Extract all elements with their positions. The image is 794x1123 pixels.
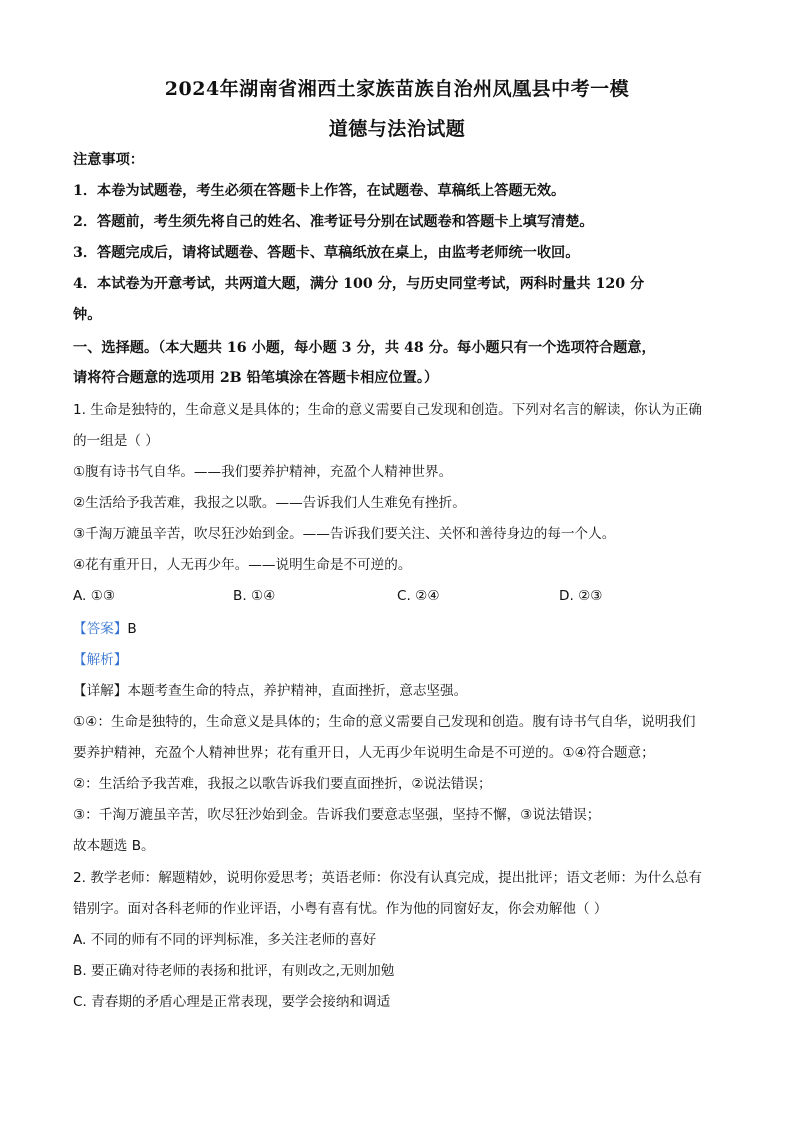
explanation: 要养护精神，充盈个人精神世界；花有重开日，人无再少年说明生命是不可逆的。①④符合题意；: [73, 745, 655, 761]
analysis-line: [73, 650, 723, 670]
question-stem: 的一组是（ ）: [73, 433, 159, 449]
option-b: B. ①④: [233, 588, 276, 604]
statement: ④花有重开日，人无再少年。——说明生命是不可逆的。: [73, 557, 412, 573]
exam-title: 2024年湖南省湘西土家族苗族自治州凤凰县中考一模: [164, 78, 630, 100]
option-d: D. ②③: [559, 588, 603, 604]
notice-item: 1．本卷为试题卷，考生必须在答题卡上作答，在试题卷、草稿纸上答题无效。: [73, 183, 566, 199]
option-b: B. 要正确对待老师的表扬和批评，有则改之,无则加勉: [73, 963, 395, 979]
notice-item: 钟。: [73, 307, 102, 323]
explanation: ③：千淘万漉虽辛苦，吹尽狂沙始到金。告诉我们要意志坚强，坚持不懈，③说法错误；: [73, 807, 601, 823]
option-c: C. ②④: [397, 588, 440, 604]
answer-value: B: [127, 621, 137, 637]
detail-line: [73, 681, 723, 701]
analysis-tag: 【解析】: [73, 652, 128, 668]
statement: ②生活给予我苦难，我报之以歌。——告诉我们人生难免有挫折。: [73, 495, 466, 511]
question-stem: 错别字。面对各科老师的作业评语，小粤有喜有忧。作为他的同窗好友，你会劝解他（ ）: [73, 901, 608, 917]
notice-item: 4．本试卷为开意考试，共两道大题，满分 100 分，与历史同堂考试，两科时量共 120 分: [73, 276, 645, 292]
statement: ③千淘万漉虽辛苦，吹尽狂沙始到金。——告诉我们要关注、关怀和善待身边的每一个人。: [73, 526, 616, 542]
explanation: 故本题选 B。: [73, 838, 155, 854]
answer-line: [73, 619, 723, 639]
section-heading: 一、选择题。（本大题共 16 小题，每小题 3 分，共 48 分。每小题只有一个选项符合题意，: [73, 340, 656, 356]
option-a: A. ①③: [73, 588, 116, 604]
exam-subtitle: 道德与法治试题: [328, 118, 466, 140]
question-stem: 2. 教学老师：解题精妙，说明你爱思考；英语老师：你没有认真完成，提出批评；语文老师：为什么总有: [73, 870, 703, 886]
option-a: A. 不同的师有不同的评判标准，多关注老师的喜好: [73, 932, 377, 948]
option-c: C. 青春期的矛盾心理是正常表现，要学会接纳和调适: [73, 994, 391, 1010]
detail-text: 本题考查生命的特点，养护精神，直面挫折，意志坚强。: [127, 683, 468, 699]
answer-tag: 【答案】: [73, 621, 128, 637]
explanation: ①④：生命是独特的，生命意义是具体的；生命的意义需要自己发现和创造。腹有诗书气自华，说明我们: [73, 714, 696, 730]
detail-tag: 【详解】: [73, 683, 128, 699]
notice-heading: 注意事项：: [73, 152, 144, 168]
explanation: ②：生活给予我苦难，我报之以歌告诉我们要直面挫折，②说法错误；: [73, 776, 492, 792]
statement: ①腹有诗书气自华。——我们要养护精神，充盈个人精神世界。: [73, 464, 453, 480]
question-stem: 1. 生命是独特的，生命意义是具体的；生命的意义需要自己发现和创造。下列对名言的解读，你认为正确: [73, 402, 703, 418]
notice-item: 2．答题前，考生须先将自己的姓名、准考证号分别在试题卷和答题卡上填写清楚。: [73, 214, 594, 230]
section-instruction: 请将符合题意的选项用 2B 铅笔填涂在答题卡相应位置。）: [73, 370, 439, 386]
notice-item: 3．答题完成后，请将试题卷、答题卡、草稿纸放在桌上，由监考老师统一收回。: [73, 245, 580, 261]
